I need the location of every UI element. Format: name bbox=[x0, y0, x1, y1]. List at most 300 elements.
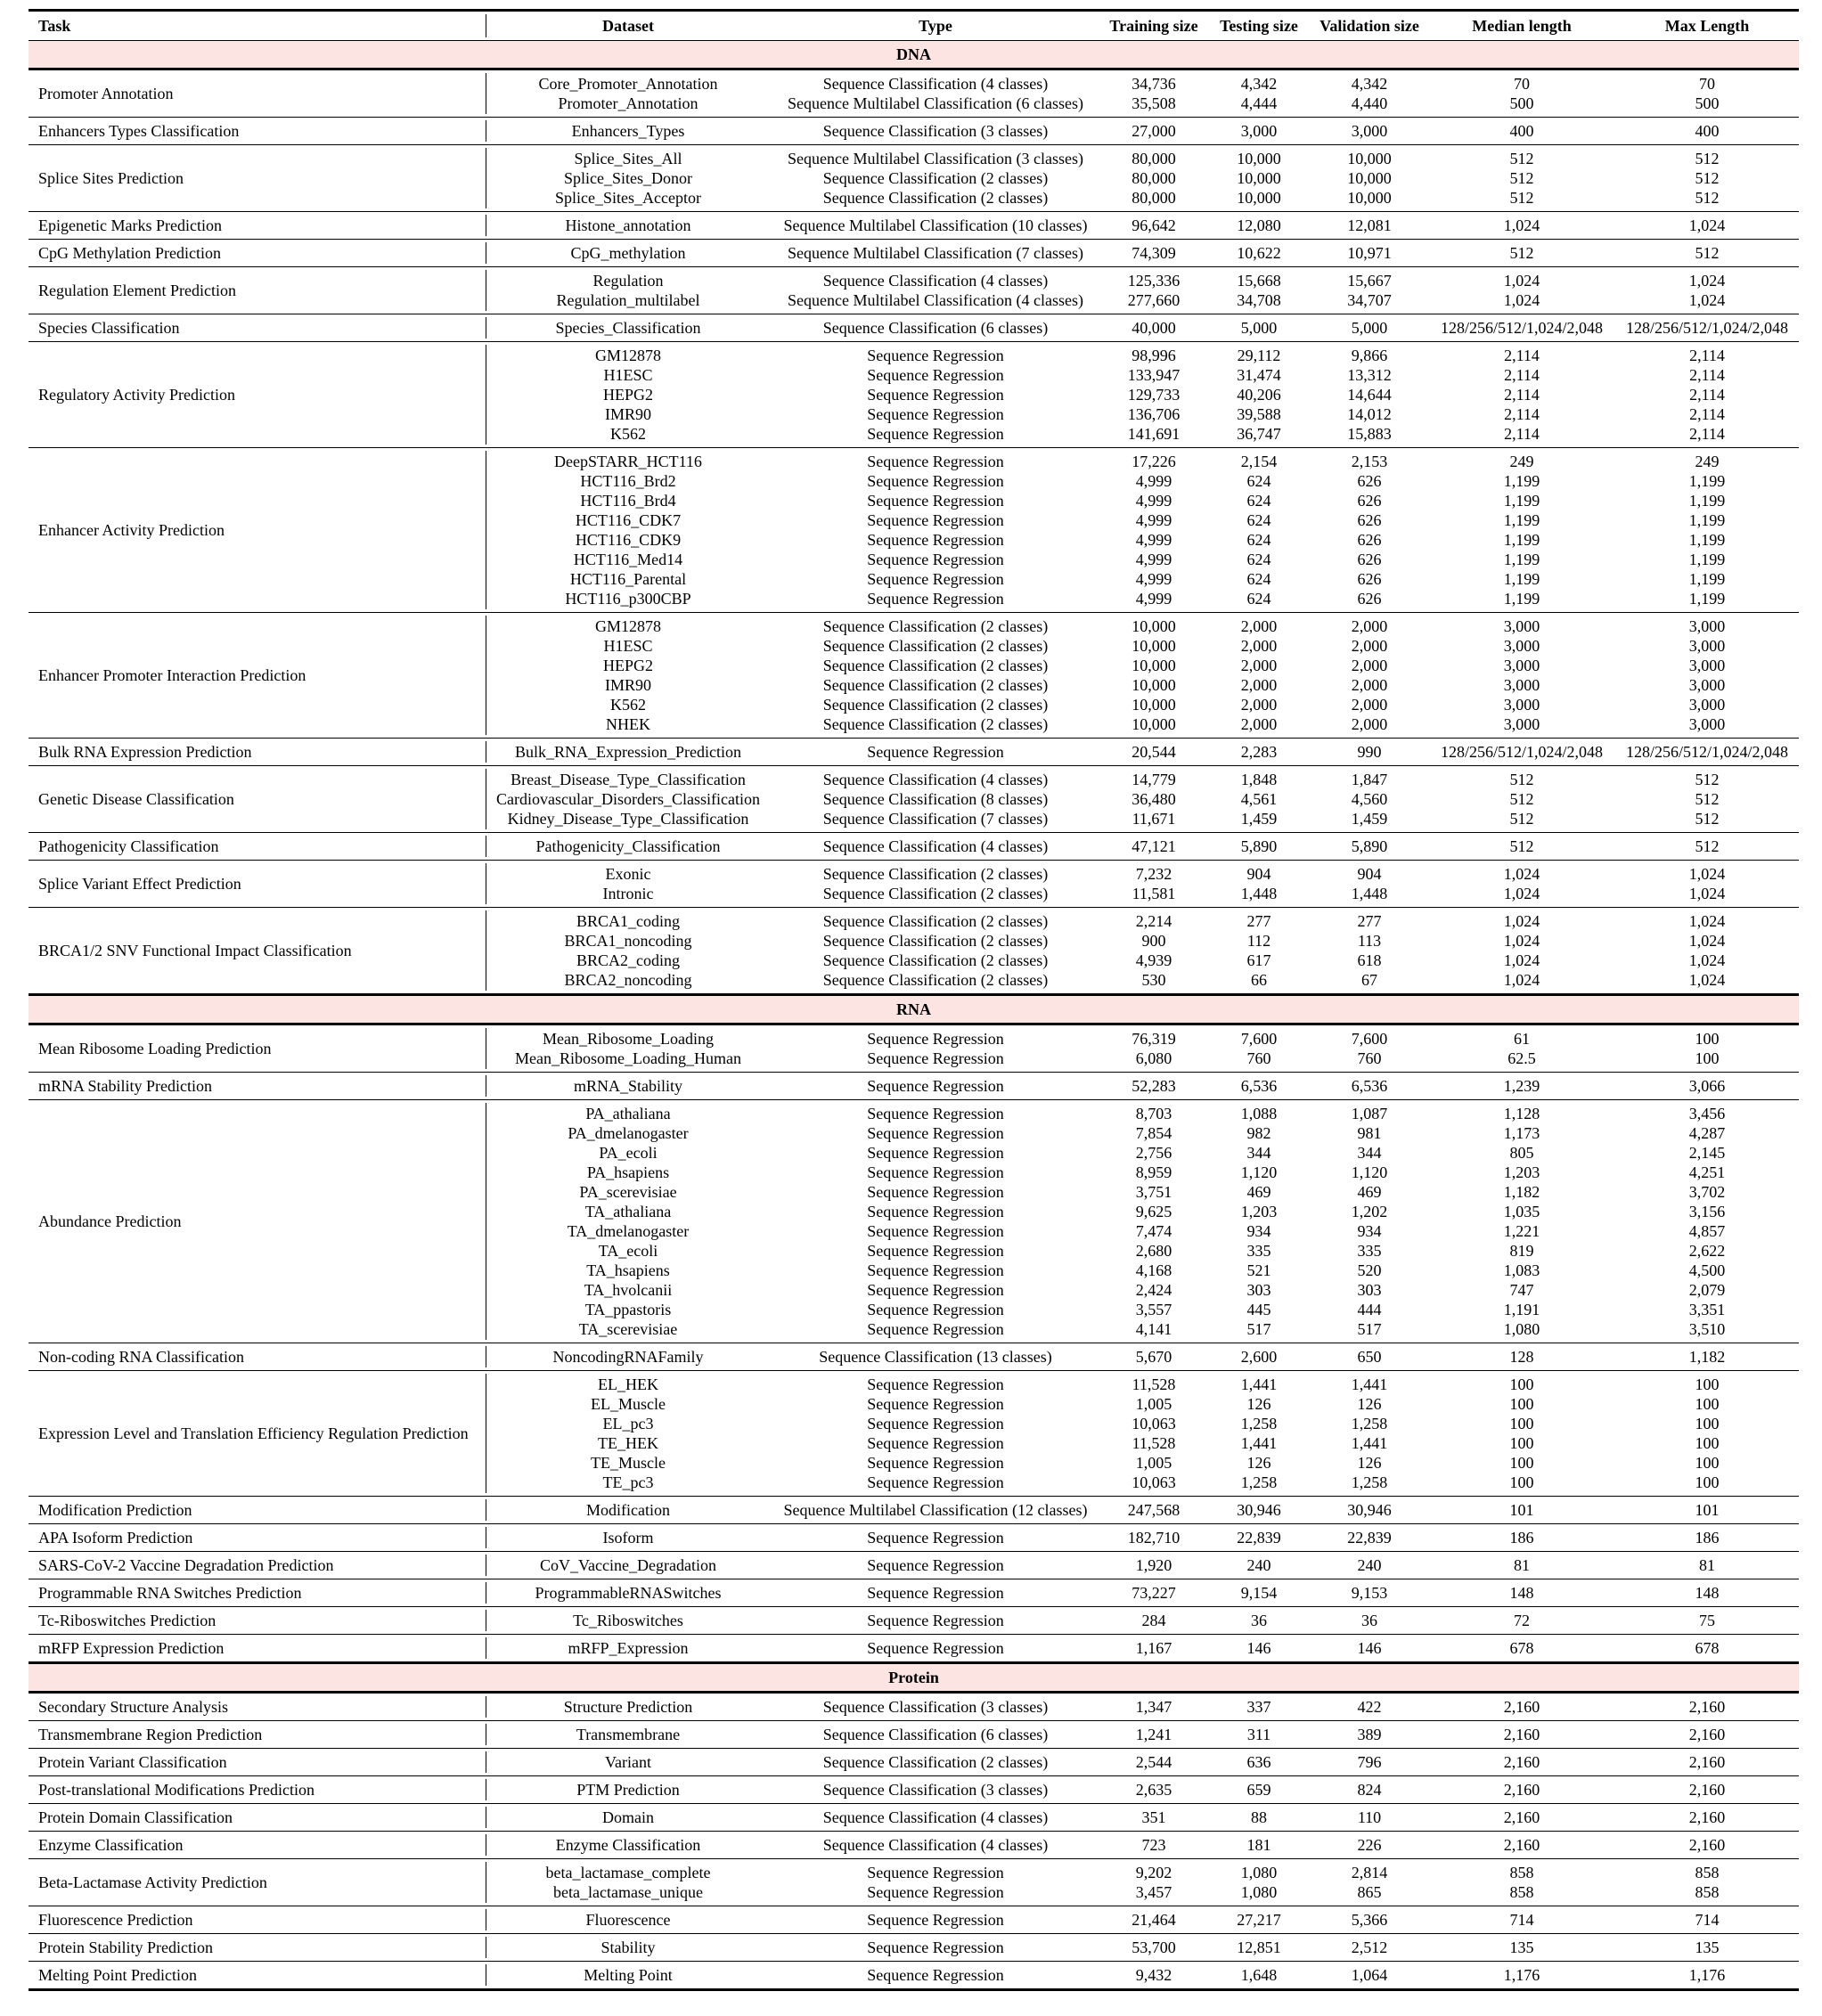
dataset-cell bbox=[486, 1832, 771, 1859]
testing-size-value: 445 bbox=[1246, 1301, 1271, 1318]
validation-size-value: 335 bbox=[1357, 1242, 1382, 1260]
training-size-cell bbox=[1100, 212, 1207, 240]
validation-size-value: 303 bbox=[1357, 1281, 1382, 1299]
testing-size-value: 521 bbox=[1246, 1261, 1271, 1279]
max-length-value: 4,500 bbox=[1688, 1261, 1726, 1279]
median-length-cell bbox=[1428, 1552, 1615, 1579]
task-cell: Enhancer Promoter Interaction Prediction bbox=[38, 666, 306, 684]
median-length-value: 714 bbox=[1509, 1911, 1534, 1929]
max-length-value: 1,199 bbox=[1688, 551, 1726, 568]
median-length-value: 70 bbox=[1514, 75, 1530, 93]
type-value: Sequence Regression bbox=[867, 1144, 1004, 1162]
training-size-value: 129,733 bbox=[1127, 386, 1181, 404]
median-length-value: 128/256/512/1,024/2,048 bbox=[1440, 319, 1603, 337]
training-size-value: 9,432 bbox=[1135, 1966, 1172, 1984]
max-length-value: 512 bbox=[1695, 810, 1720, 828]
testing-size-cell bbox=[1207, 1073, 1311, 1100]
testing-size-value: 12,851 bbox=[1237, 1938, 1281, 1956]
median-length-cell bbox=[1428, 69, 1615, 118]
dataset-value: beta_lactamase_unique bbox=[553, 1883, 703, 1901]
testing-size-cell bbox=[1207, 1962, 1311, 1990]
testing-size-value: 4,444 bbox=[1240, 94, 1278, 112]
median-length-cell bbox=[1428, 613, 1615, 739]
median-length-value: 1,199 bbox=[1503, 492, 1540, 510]
max-length-cell bbox=[1615, 1906, 1799, 1934]
dataset-value: NoncodingRNAFamily bbox=[552, 1348, 704, 1366]
validation-size-value: 626 bbox=[1357, 511, 1382, 529]
dataset-cell bbox=[486, 1635, 771, 1663]
task-cell: Transmembrane Region Prediction bbox=[38, 1726, 263, 1743]
max-length-cell bbox=[1615, 1934, 1799, 1962]
median-length-value: 135 bbox=[1509, 1938, 1534, 1956]
type-value: Sequence Classification (2 classes) bbox=[822, 696, 1049, 714]
validation-size-cell bbox=[1311, 613, 1428, 739]
dataset-cell bbox=[486, 1693, 771, 1721]
median-length-value: 3,000 bbox=[1503, 676, 1540, 694]
dataset-value: GM12878 bbox=[594, 617, 661, 635]
validation-size-cell bbox=[1311, 212, 1428, 240]
task-cell: Enhancer Activity Prediction bbox=[38, 521, 225, 539]
testing-size-value: 982 bbox=[1246, 1124, 1271, 1142]
validation-size-value: 389 bbox=[1357, 1726, 1382, 1743]
training-size-cell bbox=[1100, 1073, 1207, 1100]
dataset-value: PA_ecoli bbox=[599, 1144, 658, 1162]
validation-size-value: 13,312 bbox=[1347, 366, 1392, 384]
type-cell bbox=[771, 1776, 1100, 1804]
type-cell bbox=[771, 1100, 1100, 1343]
type-value: Sequence Classification (2 classes) bbox=[822, 971, 1049, 989]
testing-size-cell bbox=[1207, 1804, 1311, 1832]
max-length-value: 249 bbox=[1695, 453, 1720, 470]
task-cell: Expression Level and Translation Efficiency Regulation Prediction bbox=[38, 1424, 469, 1442]
max-length-cell bbox=[1615, 145, 1799, 212]
testing-size-value: 1,441 bbox=[1240, 1375, 1278, 1393]
type-value: Sequence Regression bbox=[867, 1473, 1004, 1491]
task-group-row bbox=[29, 1100, 1799, 1343]
median-length-value: 1,083 bbox=[1503, 1261, 1540, 1279]
max-length-value: 2,114 bbox=[1689, 347, 1725, 364]
column-header-median-length: Median length bbox=[1472, 17, 1572, 35]
type-value: Sequence Regression bbox=[867, 590, 1004, 608]
validation-size-value: 1,459 bbox=[1351, 810, 1388, 828]
median-length-value: 1,024 bbox=[1503, 885, 1540, 902]
validation-size-cell bbox=[1311, 1804, 1428, 1832]
training-size-value: 52,283 bbox=[1132, 1077, 1176, 1095]
max-length-value: 2,145 bbox=[1688, 1144, 1726, 1162]
type-value: Sequence Classification (2 classes) bbox=[822, 951, 1049, 969]
median-length-value: 512 bbox=[1509, 189, 1534, 207]
testing-size-cell bbox=[1207, 766, 1311, 833]
max-length-value: 186 bbox=[1695, 1529, 1720, 1547]
validation-size-value: 22,839 bbox=[1347, 1529, 1392, 1547]
median-length-value: 100 bbox=[1509, 1434, 1534, 1452]
dataset-value: mRNA_Stability bbox=[573, 1077, 682, 1095]
task-cell: mRNA Stability Prediction bbox=[38, 1077, 213, 1095]
task-group-row bbox=[29, 1343, 1799, 1371]
dataset-value: K562 bbox=[610, 425, 646, 443]
dataset-cell bbox=[486, 1962, 771, 1990]
testing-size-value: 624 bbox=[1246, 492, 1271, 510]
training-size-value: 351 bbox=[1141, 1808, 1166, 1826]
validation-size-value: 113 bbox=[1357, 932, 1382, 950]
task-group-row bbox=[29, 314, 1799, 342]
training-size-value: 73,227 bbox=[1132, 1584, 1176, 1602]
type-value: Sequence Classification (7 classes) bbox=[822, 810, 1049, 828]
dataset-value: Mean_Ribosome_Loading bbox=[543, 1030, 714, 1048]
testing-size-value: 311 bbox=[1246, 1726, 1271, 1743]
type-cell bbox=[771, 1343, 1100, 1371]
task-cell: CpG Methylation Prediction bbox=[38, 244, 221, 262]
type-value: Sequence Classification (2 classes) bbox=[822, 1753, 1049, 1771]
training-size-value: 4,999 bbox=[1135, 472, 1172, 490]
training-size-value: 11,671 bbox=[1132, 810, 1176, 828]
max-length-cell bbox=[1615, 448, 1799, 613]
type-value: Sequence Classification (2 classes) bbox=[822, 657, 1049, 674]
validation-size-value: 4,342 bbox=[1351, 75, 1388, 93]
training-size-value: 10,000 bbox=[1132, 715, 1176, 733]
max-length-value: 858 bbox=[1695, 1864, 1720, 1881]
median-length-value: 805 bbox=[1509, 1144, 1534, 1162]
training-size-value: 2,756 bbox=[1135, 1144, 1172, 1162]
training-size-value: 20,544 bbox=[1132, 743, 1176, 761]
max-length-value: 3,000 bbox=[1688, 696, 1726, 714]
testing-size-cell bbox=[1207, 833, 1311, 861]
validation-size-cell bbox=[1311, 1552, 1428, 1579]
median-length-value: 1,199 bbox=[1503, 472, 1540, 490]
max-length-value: 4,251 bbox=[1688, 1163, 1726, 1181]
type-value: Sequence Regression bbox=[867, 1395, 1004, 1413]
dataset-value: K562 bbox=[610, 696, 646, 714]
validation-size-value: 9,866 bbox=[1351, 347, 1388, 364]
validation-size-value: 110 bbox=[1357, 1808, 1382, 1826]
testing-size-value: 1,203 bbox=[1240, 1203, 1278, 1220]
median-length-value: 512 bbox=[1509, 244, 1534, 262]
type-value: Sequence Regression bbox=[867, 1163, 1004, 1181]
validation-size-value: 2,000 bbox=[1351, 617, 1388, 635]
validation-size-cell bbox=[1311, 145, 1428, 212]
type-cell bbox=[771, 1524, 1100, 1552]
median-length-cell bbox=[1428, 1371, 1615, 1497]
type-value: Sequence Regression bbox=[867, 1320, 1004, 1338]
dataset-value: HCT116_CDK7 bbox=[575, 511, 682, 529]
validation-size-value: 10,000 bbox=[1347, 169, 1392, 187]
median-length-value: 100 bbox=[1509, 1473, 1534, 1491]
median-length-value: 678 bbox=[1509, 1639, 1534, 1657]
training-size-value: 1,920 bbox=[1135, 1556, 1172, 1574]
type-value: Sequence Multilabel Classification (10 classes) bbox=[783, 216, 1088, 234]
task-cell: Enhancers Types Classification bbox=[38, 122, 240, 140]
type-value: Sequence Regression bbox=[867, 1434, 1004, 1452]
median-length-cell bbox=[1428, 1832, 1615, 1859]
dataset-cell bbox=[486, 1721, 771, 1749]
validation-size-value: 34,707 bbox=[1347, 291, 1392, 309]
training-size-value: 3,557 bbox=[1135, 1301, 1172, 1318]
median-length-value: 100 bbox=[1509, 1395, 1534, 1413]
type-value: Sequence Classification (2 classes) bbox=[822, 617, 1049, 635]
max-length-cell bbox=[1615, 1524, 1799, 1552]
dataset-value: Mean_Ribosome_Loading_Human bbox=[515, 1049, 741, 1067]
type-cell bbox=[771, 1073, 1100, 1100]
validation-size-cell bbox=[1311, 1100, 1428, 1343]
max-length-cell bbox=[1615, 833, 1799, 861]
task-group-row bbox=[29, 1579, 1799, 1607]
type-cell bbox=[771, 314, 1100, 342]
training-size-cell bbox=[1100, 240, 1207, 267]
training-size-value: 900 bbox=[1141, 932, 1166, 950]
training-size-cell bbox=[1100, 1721, 1207, 1749]
type-value: Sequence Regression bbox=[867, 1639, 1004, 1657]
max-length-value: 135 bbox=[1695, 1938, 1720, 1956]
validation-size-value: 517 bbox=[1357, 1320, 1382, 1338]
training-size-value: 2,214 bbox=[1135, 912, 1172, 930]
max-length-value: 100 bbox=[1695, 1454, 1720, 1472]
median-length-cell bbox=[1428, 1607, 1615, 1635]
validation-size-value: 469 bbox=[1357, 1183, 1382, 1201]
training-size-cell bbox=[1100, 1749, 1207, 1776]
dataset-value: HCT116_Brd2 bbox=[580, 472, 676, 490]
training-size-value: 35,508 bbox=[1132, 94, 1176, 112]
median-length-value: 512 bbox=[1509, 790, 1534, 808]
training-size-value: 9,202 bbox=[1135, 1864, 1172, 1881]
testing-size-value: 1,848 bbox=[1240, 771, 1278, 788]
dataset-value: H1ESC bbox=[603, 366, 653, 384]
dataset-value: Variant bbox=[605, 1753, 651, 1771]
section-band-rna bbox=[29, 995, 1799, 1024]
median-length-value: 2,114 bbox=[1504, 386, 1540, 404]
dataset-value: Fluorescence bbox=[585, 1911, 671, 1929]
dataset-value: Promoter_Annotation bbox=[558, 94, 699, 112]
median-length-value: 81 bbox=[1514, 1556, 1530, 1574]
testing-size-value: 2,154 bbox=[1240, 453, 1278, 470]
median-length-value: 1,128 bbox=[1503, 1105, 1540, 1122]
testing-size-cell bbox=[1207, 861, 1311, 908]
training-size-cell bbox=[1100, 118, 1207, 145]
type-value: Sequence Regression bbox=[867, 1222, 1004, 1240]
validation-size-value: 2,000 bbox=[1351, 676, 1388, 694]
dataset-value: PA_hsapiens bbox=[586, 1163, 670, 1181]
median-length-value: 148 bbox=[1509, 1584, 1534, 1602]
validation-size-value: 30,946 bbox=[1347, 1501, 1392, 1519]
type-value: Sequence Regression bbox=[867, 1966, 1004, 1984]
testing-size-value: 7,600 bbox=[1240, 1030, 1278, 1048]
training-size-value: 74,309 bbox=[1132, 244, 1176, 262]
training-size-value: 5,670 bbox=[1135, 1348, 1172, 1366]
testing-size-value: 40,206 bbox=[1237, 386, 1281, 404]
validation-size-cell bbox=[1311, 833, 1428, 861]
testing-size-value: 469 bbox=[1246, 1183, 1271, 1201]
dataset-cell bbox=[486, 613, 771, 739]
testing-size-value: 4,561 bbox=[1240, 790, 1278, 808]
testing-size-cell bbox=[1207, 145, 1311, 212]
dataset-value: Exonic bbox=[605, 865, 651, 883]
median-length-value: 186 bbox=[1509, 1529, 1534, 1547]
task-group-row bbox=[29, 739, 1799, 766]
dataset-cell bbox=[486, 1579, 771, 1607]
max-length-value: 4,857 bbox=[1688, 1222, 1726, 1240]
training-size-value: 40,000 bbox=[1132, 319, 1176, 337]
task-cell: Protein Stability Prediction bbox=[38, 1938, 213, 1956]
median-length-value: 1,035 bbox=[1503, 1203, 1540, 1220]
median-length-cell bbox=[1428, 1859, 1615, 1906]
max-length-value: 3,510 bbox=[1688, 1320, 1726, 1338]
dataset-value: Regulation_multilabel bbox=[556, 291, 700, 309]
type-cell bbox=[771, 69, 1100, 118]
max-length-value: 512 bbox=[1695, 790, 1720, 808]
median-length-value: 3,000 bbox=[1503, 617, 1540, 635]
dataset-value: TE_Muscle bbox=[591, 1454, 666, 1472]
testing-size-value: 904 bbox=[1246, 865, 1271, 883]
median-length-cell bbox=[1428, 1635, 1615, 1663]
task-cell: Beta-Lactamase Activity Prediction bbox=[38, 1873, 267, 1891]
median-length-value: 1,199 bbox=[1503, 551, 1540, 568]
validation-size-cell bbox=[1311, 1962, 1428, 1990]
dataset-cell bbox=[486, 908, 771, 995]
validation-size-cell bbox=[1311, 118, 1428, 145]
dataset-value: HCT116_CDK9 bbox=[575, 531, 682, 549]
training-size-cell bbox=[1100, 1934, 1207, 1962]
validation-size-value: 67 bbox=[1361, 971, 1377, 989]
validation-size-value: 14,012 bbox=[1347, 405, 1392, 423]
testing-size-value: 624 bbox=[1246, 590, 1271, 608]
testing-size-value: 22,839 bbox=[1237, 1529, 1281, 1547]
median-length-cell bbox=[1428, 1343, 1615, 1371]
max-length-value: 128/256/512/1,024/2,048 bbox=[1625, 743, 1788, 761]
type-cell bbox=[771, 1607, 1100, 1635]
dataset-value: Species_Classification bbox=[555, 319, 701, 337]
type-value: Sequence Regression bbox=[867, 1242, 1004, 1260]
testing-size-cell bbox=[1207, 1749, 1311, 1776]
median-length-value: 1,080 bbox=[1503, 1320, 1540, 1338]
column-header-validation-size: Validation size bbox=[1320, 17, 1419, 35]
median-length-cell bbox=[1428, 766, 1615, 833]
max-length-value: 3,351 bbox=[1688, 1301, 1726, 1318]
max-length-cell bbox=[1615, 240, 1799, 267]
task-cell: Promoter Annotation bbox=[38, 85, 174, 102]
type-value: Sequence Classification (3 classes) bbox=[822, 1698, 1049, 1716]
column-header-task: Task bbox=[38, 17, 71, 35]
task-group-row bbox=[29, 766, 1799, 833]
validation-size-value: 444 bbox=[1357, 1301, 1382, 1318]
median-length-value: 62.5 bbox=[1507, 1049, 1536, 1067]
validation-size-cell bbox=[1311, 240, 1428, 267]
testing-size-value: 146 bbox=[1246, 1639, 1271, 1657]
task-group-row bbox=[29, 1859, 1799, 1906]
type-value: Sequence Regression bbox=[867, 1911, 1004, 1929]
dataset-value: IMR90 bbox=[604, 405, 651, 423]
validation-size-cell bbox=[1311, 1721, 1428, 1749]
median-length-cell bbox=[1428, 1906, 1615, 1934]
type-value: Sequence Classification (4 classes) bbox=[822, 771, 1049, 788]
type-cell bbox=[771, 1832, 1100, 1859]
validation-size-cell bbox=[1311, 1832, 1428, 1859]
testing-size-cell bbox=[1207, 1906, 1311, 1934]
max-length-value: 3,066 bbox=[1688, 1077, 1726, 1095]
dataset-value: EL_HEK bbox=[598, 1375, 658, 1393]
median-length-value: 128 bbox=[1509, 1348, 1534, 1366]
type-cell bbox=[771, 448, 1100, 613]
task-cell: Genetic Disease Classification bbox=[38, 790, 234, 808]
testing-size-value: 2,000 bbox=[1240, 657, 1278, 674]
max-length-cell bbox=[1615, 1693, 1799, 1721]
training-size-value: 53,700 bbox=[1132, 1938, 1176, 1956]
type-value: Sequence Regression bbox=[867, 1584, 1004, 1602]
validation-size-cell bbox=[1311, 739, 1428, 766]
dataset-value: TE_pc3 bbox=[602, 1473, 654, 1491]
validation-size-value: 1,258 bbox=[1351, 1415, 1388, 1432]
dataset-value: TE_HEK bbox=[598, 1434, 658, 1452]
max-length-value: 3,000 bbox=[1688, 637, 1726, 655]
task-cell: Melting Point Prediction bbox=[38, 1966, 197, 1984]
dataset-value: BRCA1_noncoding bbox=[564, 932, 692, 950]
testing-size-cell bbox=[1207, 314, 1311, 342]
training-size-value: 182,710 bbox=[1127, 1529, 1181, 1547]
testing-size-cell bbox=[1207, 1859, 1311, 1906]
training-size-cell bbox=[1100, 448, 1207, 613]
training-size-cell bbox=[1100, 1497, 1207, 1524]
max-length-cell bbox=[1615, 69, 1799, 118]
task-cell: Tc-Riboswitches Prediction bbox=[38, 1612, 217, 1629]
median-length-value: 1,024 bbox=[1503, 951, 1540, 969]
max-length-cell bbox=[1615, 212, 1799, 240]
testing-size-value: 5,000 bbox=[1240, 319, 1278, 337]
validation-size-cell bbox=[1311, 1934, 1428, 1962]
median-length-value: 500 bbox=[1509, 94, 1534, 112]
training-size-value: 11,528 bbox=[1132, 1375, 1176, 1393]
dataset-value: HEPG2 bbox=[602, 657, 653, 674]
validation-size-value: 2,000 bbox=[1351, 637, 1388, 655]
task-group-row bbox=[29, 1371, 1799, 1497]
dataset-value: Splice_Sites_Donor bbox=[564, 169, 692, 187]
median-length-value: 512 bbox=[1509, 771, 1534, 788]
task-cell: Enzyme Classification bbox=[38, 1836, 184, 1854]
training-size-value: 10,000 bbox=[1132, 676, 1176, 694]
median-length-value: 100 bbox=[1509, 1415, 1534, 1432]
max-length-cell bbox=[1615, 1721, 1799, 1749]
training-size-cell bbox=[1100, 1100, 1207, 1343]
training-size-value: 4,999 bbox=[1135, 531, 1172, 549]
task-cell: Programmable RNA Switches Prediction bbox=[38, 1584, 302, 1602]
testing-size-value: 1,258 bbox=[1240, 1473, 1278, 1491]
training-size-value: 1,241 bbox=[1135, 1726, 1172, 1743]
task-cell: Abundance Prediction bbox=[38, 1212, 182, 1230]
type-value: Sequence Classification (4 classes) bbox=[822, 1808, 1049, 1826]
median-length-cell bbox=[1428, 1497, 1615, 1524]
validation-size-value: 2,000 bbox=[1351, 715, 1388, 733]
task-cell: Modification Prediction bbox=[38, 1501, 192, 1519]
task-group-row bbox=[29, 267, 1799, 314]
median-length-cell bbox=[1428, 314, 1615, 342]
max-length-cell bbox=[1615, 861, 1799, 908]
dataset-value: Stability bbox=[601, 1938, 656, 1956]
task-group-row bbox=[29, 1804, 1799, 1832]
dataset-value: BRCA2_coding bbox=[576, 951, 680, 969]
max-length-value: 2,114 bbox=[1689, 425, 1725, 443]
training-size-value: 36,480 bbox=[1132, 790, 1176, 808]
type-value: Sequence Classification (6 classes) bbox=[822, 1726, 1049, 1743]
validation-size-value: 344 bbox=[1357, 1144, 1382, 1162]
testing-size-cell bbox=[1207, 1343, 1311, 1371]
dataset-value: mRFP_Expression bbox=[568, 1639, 689, 1657]
testing-size-value: 10,000 bbox=[1237, 189, 1281, 207]
validation-size-value: 796 bbox=[1357, 1753, 1382, 1771]
max-length-cell bbox=[1615, 1024, 1799, 1073]
type-value: Sequence Classification (2 classes) bbox=[822, 169, 1049, 187]
training-size-cell bbox=[1100, 1906, 1207, 1934]
testing-size-value: 760 bbox=[1246, 1049, 1271, 1067]
dataset-cell bbox=[486, 1371, 771, 1497]
training-size-value: 10,063 bbox=[1132, 1473, 1176, 1491]
median-length-value: 61 bbox=[1514, 1030, 1530, 1048]
